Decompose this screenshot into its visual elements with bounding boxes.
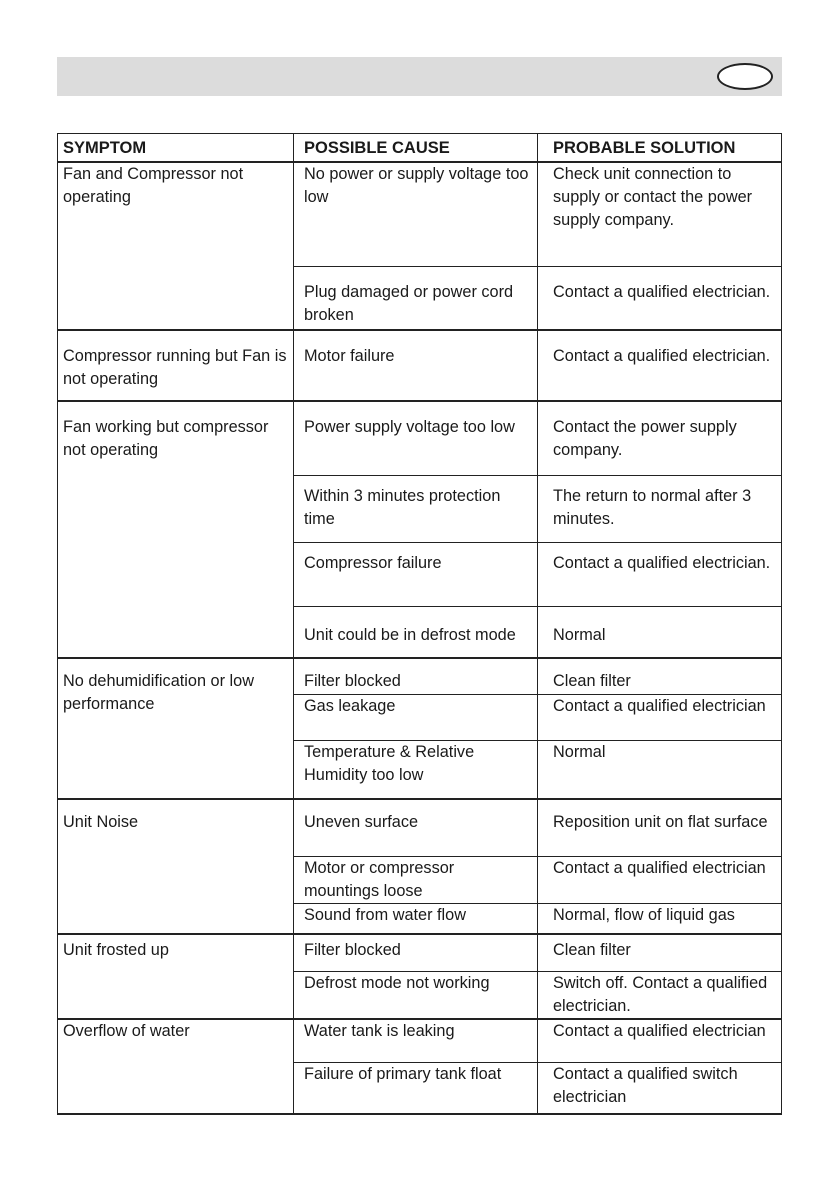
solution-cell: Contact a qualified electrician xyxy=(538,856,782,903)
solution-cell: Contact a qualified switch electrician xyxy=(538,1062,782,1114)
table-header-row xyxy=(58,134,782,163)
cause-cell: Motor failure xyxy=(294,330,538,401)
column-header-solution: PROBABLE SOLUTION xyxy=(538,134,782,163)
solution-cell: Reposition unit on flat surface xyxy=(538,799,782,856)
solution-cell: Clean filter xyxy=(538,658,782,694)
solution-cell: Contact the power supply company. xyxy=(538,401,782,475)
solution-cell: Normal xyxy=(538,740,782,799)
cause-cell: Failure of primary tank float xyxy=(294,1062,538,1114)
symptom-cell: Unit Noise xyxy=(58,799,294,934)
solution-cell: Clean filter xyxy=(538,934,782,971)
table-row xyxy=(58,934,782,971)
solution-cell: Normal xyxy=(538,606,782,658)
cause-cell: Filter blocked xyxy=(294,934,538,971)
symptom-cell: No dehumidification or low performance xyxy=(58,658,294,799)
cause-cell: Power supply voltage too low xyxy=(294,401,538,475)
cause-cell: Compressor failure xyxy=(294,542,538,606)
table-row xyxy=(58,1019,782,1062)
cause-cell: Within 3 minutes protection time xyxy=(294,475,538,542)
solution-cell: Contact a qualified electrician. xyxy=(538,330,782,401)
solution-cell: The return to normal after 3 minutes. xyxy=(538,475,782,542)
cause-cell: No power or supply voltage too low xyxy=(294,162,538,266)
cause-cell: Defrost mode not working xyxy=(294,971,538,1019)
solution-cell: Contact a qualified electrician xyxy=(538,1019,782,1062)
cause-cell: Temperature & Relative Humidity too low xyxy=(294,740,538,799)
header-band xyxy=(57,57,782,96)
solution-cell: Contact a qualified electrician xyxy=(538,694,782,740)
troubleshooting-table xyxy=(57,133,782,1115)
table-body xyxy=(58,162,782,1114)
column-header-cause: POSSIBLE CAUSE xyxy=(294,134,538,163)
table-row xyxy=(58,658,782,694)
cause-cell: Plug damaged or power cord broken xyxy=(294,266,538,330)
cause-cell: Uneven surface xyxy=(294,799,538,856)
table-row xyxy=(58,162,782,266)
cause-cell: Sound from water flow xyxy=(294,903,538,934)
solution-cell: Contact a qualified electrician. xyxy=(538,542,782,606)
cause-cell: Water tank is leaking xyxy=(294,1019,538,1062)
solution-cell: Switch off. Contact a qualified electrician. xyxy=(538,971,782,1019)
cause-cell: Motor or compressor mountings loose xyxy=(294,856,538,903)
symptom-cell: Compressor running but Fan is not operating xyxy=(58,330,294,401)
symptom-cell: Overflow of water xyxy=(58,1019,294,1114)
cause-cell: Gas leakage xyxy=(294,694,538,740)
solution-cell: Check unit connection to supply or contact the power supply company. xyxy=(538,162,782,266)
solution-cell: Normal, flow of liquid gas xyxy=(538,903,782,934)
table-row xyxy=(58,401,782,475)
symptom-cell: Fan and Compressor not operating xyxy=(58,162,294,330)
table-row xyxy=(58,330,782,401)
column-header-symptom: SYMPTOM xyxy=(58,134,294,163)
table-row xyxy=(58,799,782,856)
symptom-cell: Fan working but compressor not operating xyxy=(58,401,294,658)
solution-cell: Contact a qualified electrician. xyxy=(538,266,782,330)
cause-cell: Unit could be in defrost mode xyxy=(294,606,538,658)
cause-cell: Filter blocked xyxy=(294,658,538,694)
language-badge xyxy=(717,63,773,90)
symptom-cell: Unit frosted up xyxy=(58,934,294,1019)
